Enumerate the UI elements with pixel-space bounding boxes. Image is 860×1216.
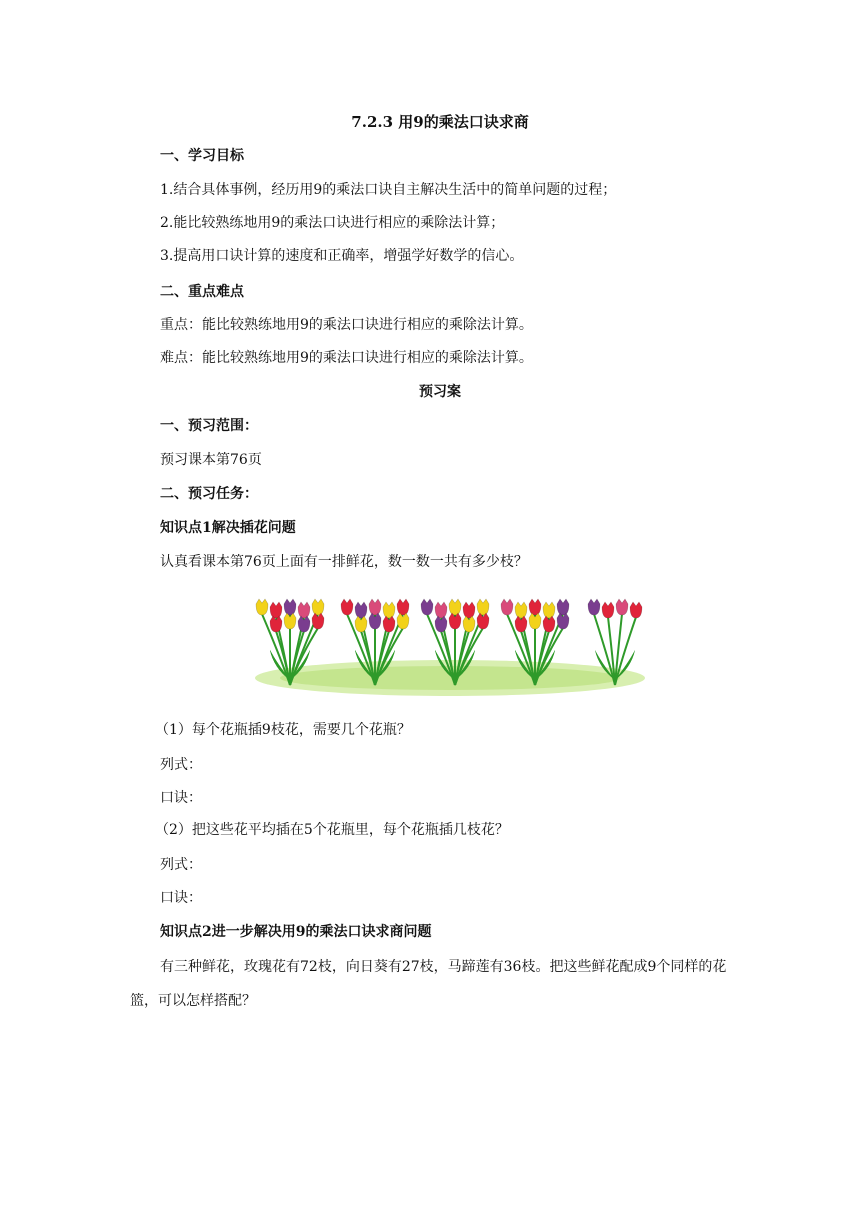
tulip-bunches-illustration <box>250 590 650 700</box>
question-2-formula-label: 列式： <box>160 857 202 873</box>
preview-heading: 预习案 <box>419 384 461 400</box>
section-heading-goals: 一、学习目标 <box>160 148 244 164</box>
tulip-head <box>298 602 310 618</box>
preview-range-text: 预习课本第76页 <box>160 452 262 468</box>
tulip-head <box>588 599 600 615</box>
tulip-head <box>602 602 614 618</box>
knowledge-point-2-heading: 知识点2进一步解决用9的乘法口诀求商问题 <box>160 924 432 940</box>
tulip-head <box>421 599 433 615</box>
tulip-head <box>463 602 475 618</box>
tulip-head <box>355 602 367 618</box>
preview-range-heading: 一、预习范围： <box>160 418 258 434</box>
tulip-head <box>270 602 282 618</box>
tulip-head <box>515 602 527 618</box>
preview-task-heading: 二、预习任务： <box>160 486 258 502</box>
knowledge-point-1-heading: 知识点1解决插花问题 <box>160 520 296 536</box>
goal-item-2: 2.能比较熟练地用9的乘法口诀进行相应的乘除法计算； <box>160 215 505 231</box>
tulip-head <box>312 599 324 615</box>
tulip-head <box>543 602 555 618</box>
key-point-text: 重点：能比较熟练地用9的乘法口诀进行相应的乘除法计算。 <box>160 317 533 333</box>
question-2: （2）把这些花平均插在5个花瓶里，每个花瓶插几枝花？ <box>155 822 509 838</box>
tulip-head <box>616 599 628 615</box>
difficult-point-text: 难点：能比较熟练地用9的乘法口诀进行相应的乘除法计算。 <box>160 350 533 366</box>
tulip-head <box>477 599 489 615</box>
document-title: 7.2.3 用9的乘法口诀求商 <box>351 113 529 131</box>
section-heading-key-points: 二、重点难点 <box>160 284 244 300</box>
tulip-head <box>397 599 409 615</box>
tulip-head <box>529 599 541 615</box>
tulip-head <box>369 599 381 615</box>
knowledge-point-1-question: 认真看课本第76页上面有一排鲜花，数一数一共有多少枝？ <box>160 554 528 570</box>
question-2-rhyme-label: 口诀： <box>160 890 202 906</box>
tulip-head <box>557 599 569 615</box>
tulip-head <box>630 602 642 618</box>
goal-item-3: 3.提高用口诀计算的速度和正确率，增强学好数学的信心。 <box>160 248 524 264</box>
knowledge-point-2-text: 有三种鲜花，玫瑰花有72枝，向日葵有27枝，马蹄莲有36枝。把这些鲜花配成9个同样的花篮，可以怎样搭配？ <box>130 959 727 1009</box>
tulip-head <box>383 602 395 618</box>
tulip-head <box>449 599 461 615</box>
tulip-head <box>341 599 353 615</box>
tulip-head <box>435 602 447 618</box>
question-1-formula-label: 列式： <box>160 757 202 773</box>
tulip-head <box>284 599 296 615</box>
question-1-rhyme-label: 口诀： <box>160 790 202 806</box>
tulip-head <box>256 599 268 615</box>
question-1: （1）每个花瓶插9枝花，需要几个花瓶？ <box>155 722 411 738</box>
tulip-head <box>501 599 513 615</box>
goal-item-1: 1.结合具体事例，经历用9的乘法口诀自主解决生活中的简单问题的过程； <box>160 182 617 198</box>
